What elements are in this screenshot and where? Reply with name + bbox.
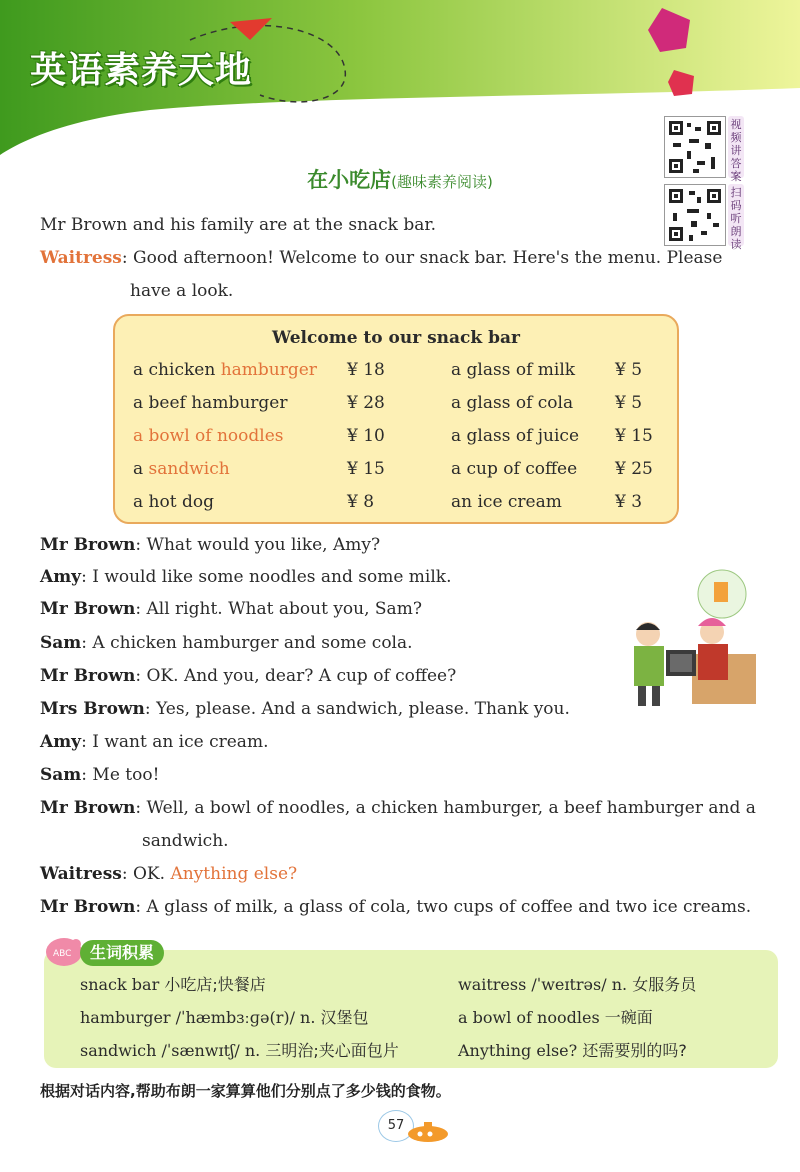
menu-item-left: a bowl of noodles: [133, 426, 284, 446]
speaker-sep: :: [121, 248, 128, 268]
menu-price-left: ¥ 28: [347, 393, 385, 413]
menu-item-right: a glass of cola: [451, 393, 574, 413]
header-title: 英语素养天地: [30, 50, 253, 91]
menu-price-left: ¥ 15: [347, 459, 385, 479]
menu-price-left: ¥ 8: [347, 492, 375, 512]
qr-label-audio: 扫码听朗读: [728, 184, 744, 246]
vocab-item: Anything else? 还需要别的吗?: [458, 1041, 687, 1060]
vocab-item: snack bar 小吃店;快餐店: [80, 975, 266, 994]
vocabulary-badge: 生词积累: [80, 940, 164, 966]
speaker-label: Waitress: [40, 248, 122, 268]
page-number: 57: [378, 1110, 414, 1142]
submarine-icon: [404, 1118, 450, 1144]
menu-item-right: an ice cream: [451, 492, 562, 512]
dialogue-line: Mr Brown: A glass of milk, a glass of cola, two cups of coffee and two ice creams.: [40, 897, 752, 917]
waitress-text-1: Good afternoon! Welcome to our snack bar. Here's the menu. Please: [133, 248, 723, 268]
vocab-item: waitress /ˈweɪtrəs/ n. 女服务员: [458, 975, 697, 994]
dialogue-line: Amy: I want an ice cream.: [40, 732, 269, 752]
section-title-main: 在小吃店: [307, 168, 392, 192]
dialogue-line-cont: sandwich.: [142, 831, 229, 851]
menu-price-right: ¥ 5: [615, 360, 643, 380]
intro-line: Mr Brown and his family are at the snack bar.: [40, 215, 437, 235]
menu-title: Welcome to our snack bar: [272, 328, 520, 348]
waitress-greeting: [40, 247, 722, 269]
section-subtitle: (趣味素养阅读): [391, 173, 493, 191]
vocab-item: sandwich /ˈsænwɪtʃ/ n. 三明治;夹心面包片: [80, 1041, 399, 1060]
menu-price-left: ¥ 18: [347, 360, 385, 380]
menu-price-right: ¥ 25: [615, 459, 653, 479]
menu-item-left: a chicken hamburger: [133, 360, 317, 380]
dialogue-line: Mrs Brown: Yes, please. And a sandwich, please. Thank you.: [40, 699, 570, 719]
dialogue-line: Mr Brown: What would you like, Amy?: [40, 535, 381, 555]
menu-price-right: ¥ 15: [615, 426, 653, 446]
menu-item-left: a hot dog: [133, 492, 214, 512]
menu-item-right: a cup of coffee: [451, 459, 578, 479]
vocab-item: hamburger /ˈhæmbɜːɡə(r)/ n. 汉堡包: [80, 1008, 369, 1027]
section-title: [0, 164, 800, 194]
dialogue-line: Mr Brown: All right. What about you, Sam?: [40, 599, 422, 619]
svg-text:ABC: ABC: [53, 949, 72, 959]
menu-item-left: a beef hamburger: [133, 393, 288, 413]
menu-price-right: ¥ 3: [615, 492, 643, 512]
qr-label-video: 视频讲答案: [728, 116, 744, 178]
menu-item-left: a sandwich: [133, 459, 230, 479]
task-instruction: 根据对话内容,帮助布朗一家算算他们分别点了多少钱的食物。: [40, 1082, 451, 1100]
menu-price-right: ¥ 5: [615, 393, 643, 413]
dialogue-line: Mr Brown: Well, a bowl of noodles, a chicken hamburger, a beef hamburger and a: [40, 798, 756, 818]
snack-bar-illustration: [626, 566, 756, 716]
menu-box: [113, 314, 679, 524]
waitress-text-2: have a look.: [130, 281, 234, 301]
dialogue-line: Mr Brown: OK. And you, dear? A cup of coffee?: [40, 666, 457, 686]
menu-item-right: a glass of milk: [451, 360, 576, 380]
vocab-item: a bowl of noodles 一碗面: [458, 1008, 653, 1027]
piggy-bank-icon: [44, 932, 84, 968]
dialogue-line: Amy: I would like some noodles and some milk.: [40, 567, 452, 587]
dialogue-line: Sam: A chicken hamburger and some cola.: [40, 633, 413, 653]
menu-price-left: ¥ 10: [347, 426, 385, 446]
dialogue-line: Waitress: OK. Anything else?: [40, 864, 298, 884]
menu-item-right: a glass of juice: [451, 426, 580, 446]
dialogue-line: Sam: Me too!: [40, 765, 160, 785]
